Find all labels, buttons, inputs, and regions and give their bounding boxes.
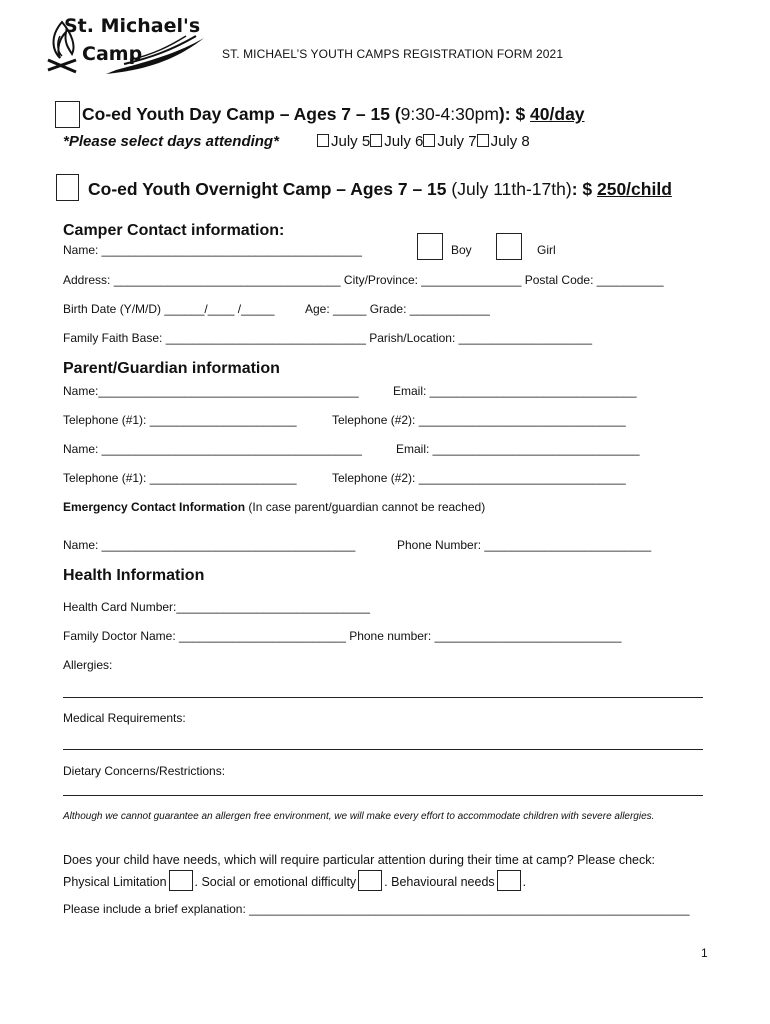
medical-input-line[interactable] <box>63 749 703 750</box>
allergies-input-line[interactable] <box>63 697 703 698</box>
medical-label: Medical Requirements: <box>63 711 186 725</box>
parent1-email-field[interactable]: Email: _______________________________ <box>393 384 637 398</box>
parent2-tel2-field[interactable]: Telephone (#2): _______________________________ <box>332 471 626 485</box>
day-options <box>317 133 530 150</box>
allergen-disclaimer: Although we cannot guarantee an allergen free environment, we will make every effort to accommodate children with severe allergies. <box>63 811 655 822</box>
camp-logo <box>46 14 206 78</box>
parent1-tel1-field[interactable]: Telephone (#1): ______________________ <box>63 413 297 427</box>
day-checkbox-icon[interactable] <box>317 134 329 147</box>
parent1-name-field[interactable]: Name:_______________________________________ <box>63 384 359 398</box>
day-option-july-7[interactable]: July 7 <box>423 133 476 150</box>
day-option-july-8[interactable]: July 8 <box>477 133 530 150</box>
day-option-july-6[interactable]: July 6 <box>370 133 423 150</box>
page-number: 1 <box>701 946 708 960</box>
allergies-label: Allergies: <box>63 658 113 672</box>
emergency-heading: Emergency Contact Information (In case parent/guardian cannot be reached) <box>63 500 486 514</box>
girl-checkbox[interactable] <box>496 233 522 260</box>
day-camp-title: Co-ed Youth Day Camp – Ages 7 – 15 (9:30-4:30pm): $ 40/day <box>82 104 585 124</box>
parent2-email-field[interactable]: Email: _______________________________ <box>396 442 640 456</box>
age-grade-field[interactable]: Age: _____ Grade: ____________ <box>305 302 490 316</box>
overnight-camp-title: Co-ed Youth Overnight Camp – Ages 7 – 15 (July 11th-17th): $ 250/child <box>88 179 672 199</box>
logo-line2: Camp <box>82 43 143 65</box>
boy-checkbox[interactable] <box>417 233 443 260</box>
day-checkbox-icon[interactable] <box>423 134 435 147</box>
birth-date-field[interactable]: Birth Date (Y/M/D) ______/____ /_____ <box>63 302 275 316</box>
logo-line1: St. Michael's <box>64 15 201 37</box>
address-field[interactable]: Address: __________________________________ City/Province: _______________ Postal Code: __________ <box>63 273 664 287</box>
day-option-july-5[interactable]: July 5 <box>317 133 370 150</box>
needs-question: Does your child have needs, which will require particular attention during their time at camp? Please check: Physical Limitation . Social or emotional difficulty . Behavioural needs . <box>63 853 655 889</box>
health-card-field[interactable]: Health Card Number:_____________________________ <box>63 600 370 614</box>
day-checkbox-icon[interactable] <box>370 134 382 147</box>
social-difficulty-checkbox[interactable] <box>358 870 382 891</box>
dietary-input-line[interactable] <box>63 795 703 796</box>
parent-heading: Parent/Guardian information <box>63 360 280 377</box>
day-checkbox-icon[interactable] <box>477 134 489 147</box>
behavioural-needs-checkbox[interactable] <box>497 870 521 891</box>
parent2-tel1-field[interactable]: Telephone (#1): ______________________ <box>63 471 297 485</box>
dietary-label: Dietary Concerns/Restrictions: <box>63 764 226 778</box>
doctor-field[interactable]: Family Doctor Name: _________________________ Phone number: ____________________________ <box>63 629 622 643</box>
day-camp-checkbox[interactable] <box>55 101 80 128</box>
faith-field[interactable]: Family Faith Base: ______________________________ Parish/Location: ____________________ <box>63 331 593 345</box>
camper-heading: Camper Contact information: <box>63 222 285 239</box>
parent1-tel2-field[interactable]: Telephone (#2): _______________________________ <box>332 413 626 427</box>
emergency-phone-field[interactable]: Phone Number: _________________________ <box>397 538 652 552</box>
explanation-field[interactable]: Please include a brief explanation: __________________________________________________________________ <box>63 902 690 916</box>
girl-label: Girl <box>537 243 556 257</box>
emergency-name-field[interactable]: Name: ______________________________________ <box>63 538 356 552</box>
overnight-camp-checkbox[interactable] <box>56 174 79 201</box>
physical-limitation-checkbox[interactable] <box>169 870 193 891</box>
form-title: ST. MICHAEL’S YOUTH CAMPS REGISTRATION FORM 2021 <box>222 47 564 61</box>
health-heading: Health Information <box>63 567 205 584</box>
parent2-name-field[interactable]: Name: _______________________________________ <box>63 442 362 456</box>
boy-label: Boy <box>451 243 472 257</box>
camper-name-field[interactable]: Name: _______________________________________ <box>63 243 362 257</box>
select-days-note: *Please select days attending* <box>63 133 279 150</box>
